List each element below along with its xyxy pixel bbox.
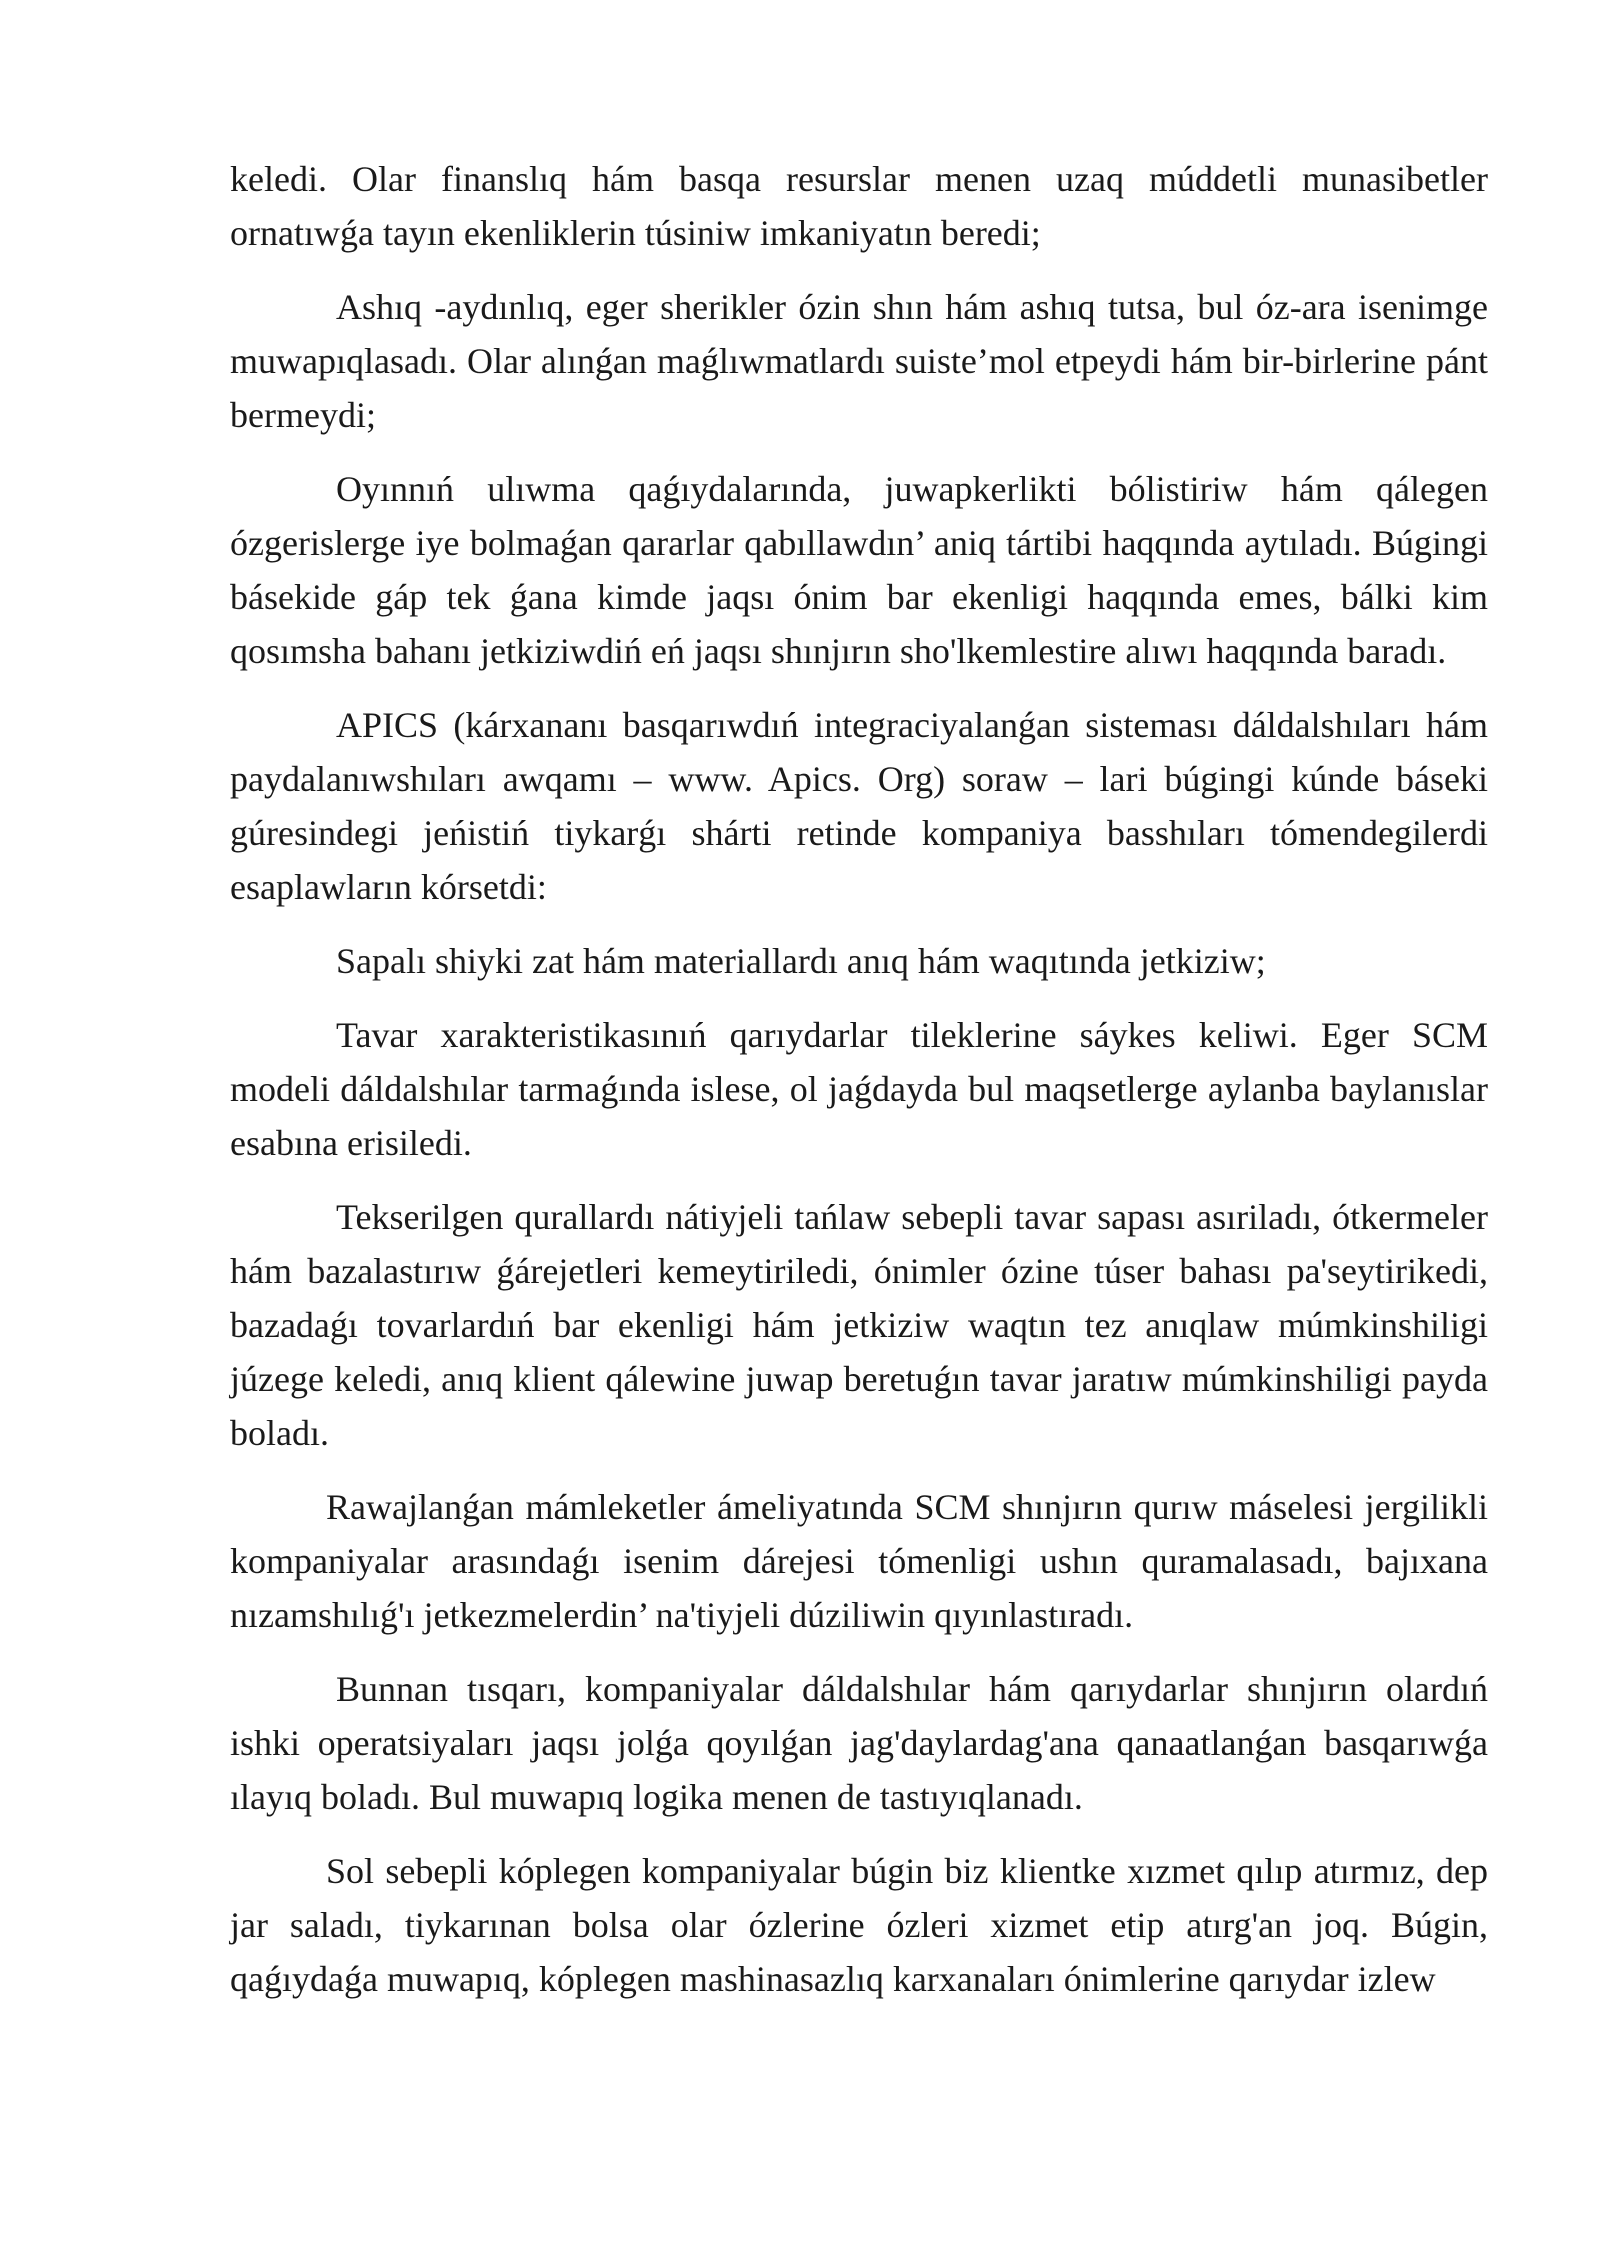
document-page xyxy=(230,152,1488,2026)
paragraph-10: Sol sebepli kóplegen kompaniyalar búgin biz klientke xızmet qılıp atırmız, dep jar saladı, tiykarınan bolsa olar ózlerine ózleri xizmet etip atırg'an joq. Búgin, qaǵıydaǵa muwapıq, kóplegen mashinasazlıq karxanaları ónimlerine qarıydar izlew xyxy=(230,1851,1488,1999)
paragraph-3: Oyınnıń ulıwma qaǵıydalarında, juwapkerlikti bólistiriw hám qálegen ózgerislerge iye bolmaǵan qararlar qabıllawdın’ aniq tártibi haqqında aytıladı. Búgingi básekide gáp tek ǵana kimde jaqsı ónim bar ekenligi haqqında emes, bálki kim qosımsha bahanı jetkiziwdiń eń jaqsı shınjırın sho'lkemlestire alıwı haqqında baradı. xyxy=(230,469,1488,671)
paragraph-2: Ashıq -aydınlıq, eger sherikler ózin shın hám ashıq tutsa, bul óz-ara isenimge muwapıqlasadı. Olar alınǵan maǵlıwmatlardı suiste’mol etpeydi hám bir-birlerine pánt bermeydi; xyxy=(230,287,1488,435)
paragraph-6: Tavar xarakteristikasınıń qarıydarlar tileklerine sáykes keliwi. Eger SCM modeli dáldalshılar tarmaǵında islese, ol jaǵdayda bul maqsetlerge aylanba baylanıslar esabına erisiledi. xyxy=(230,1015,1488,1163)
paragraph-9: Bunnan tısqarı, kompaniyalar dáldalshılar hám qarıydarlar shınjırın olardıń ishki operatsiyaları jaqsı jolǵa qoyılǵan jag'daylardag'ana qanaatlanǵan basqarıwǵa ılayıq boladı. Bul muwapıq logika menen de tastıyıqlanadı. xyxy=(230,1669,1488,1817)
paragraph-1: keledi. Olar finanslıq hám basqa resurslar menen uzaq múddetli munasibetler ornatıwǵa tayın ekenliklerin túsiniw imkaniyatın beredi; xyxy=(230,159,1488,253)
paragraph-7: Tekserilgen qurallardı nátiyjeli tańlaw sebepli tavar sapası asıriladı, ótkermeler hám bazalastırıw ǵárejetleri kemeytiriledi, ónimler ózine túser bahası pa'seytirikedi, bazadaǵı tovarlardıń bar ekenligi hám jetkiziw waqtın tez anıqlaw múmkinshiligi júzege keledi, anıq klient qálewine juwap beretuǵın tavar jaratıw múmkinshiligi payda boladı. xyxy=(230,1197,1488,1453)
paragraph-5: Sapalı shiyki zat hám materiallardı anıq hám waqıtında jetkiziw; xyxy=(336,941,1266,981)
paragraph-8: Rawajlanǵan mámleketler ámeliyatında SCM shınjırın qurıw máselesi jergilikli kompaniyalar arasındaǵı isenim dárejesi tómenligi ushın quramalasadı, bajıxana nızamshılıǵ'ı jetkezmelerdin’ na'tiyjeli dúziliwin qıyınlastıradı. xyxy=(230,1487,1488,1635)
paragraph-4: APICS (kárxananı basqarıwdıń integraciyalanǵan sisteması dáldalshıları hám paydalanıwshıları awqamı – www. Apics. Org) soraw – lari búgingi kúnde báseki gúresindegi jeńistiń tiykarǵı shárti retinde kompaniya basshıları tómendegilerdi esaplawların kórsetdi: xyxy=(230,705,1488,907)
